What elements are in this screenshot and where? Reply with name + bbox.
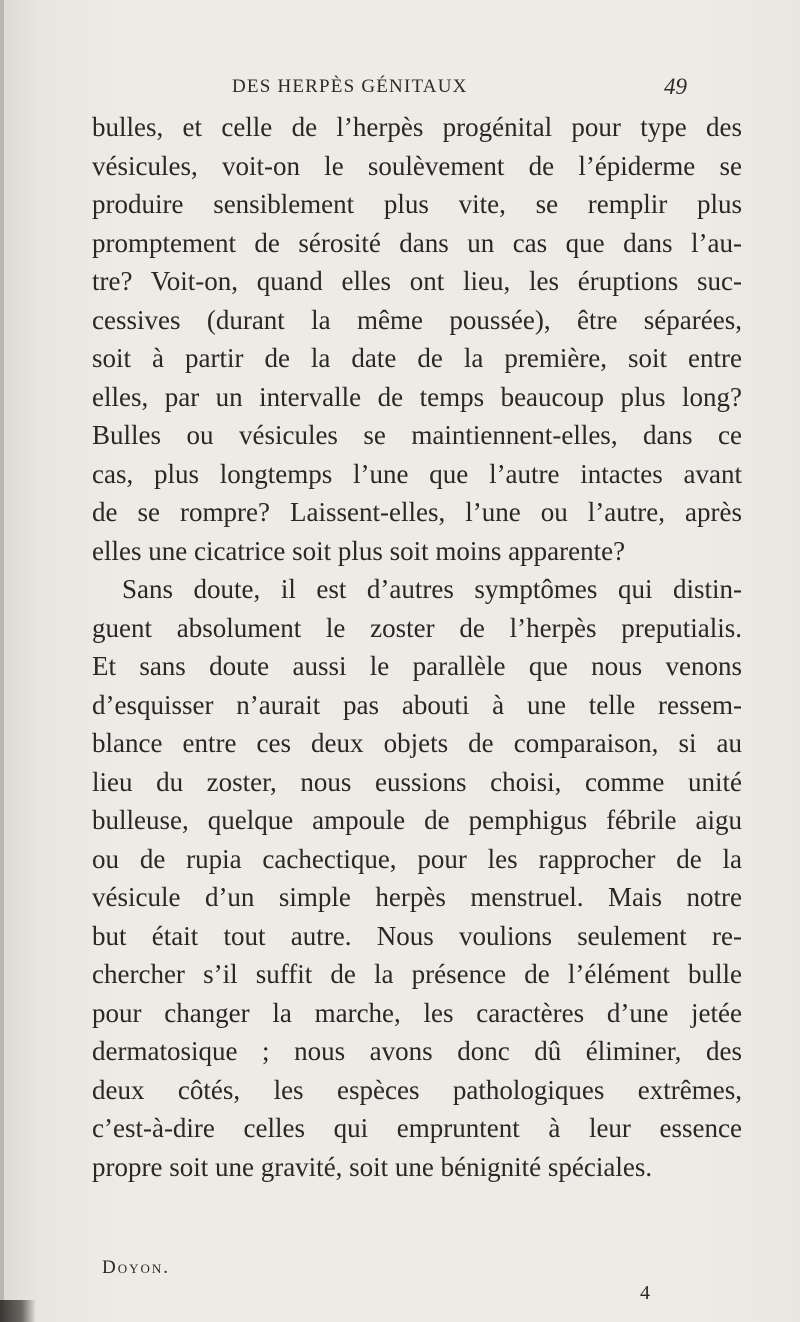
text-line: cas, plus longtemps l’une que l’autre intactes avant: [92, 458, 742, 489]
text-line: pour changer la marche, les caractères d’une jetée: [92, 997, 742, 1028]
text-line: ou de rupia cachectique, pour les rapprocher de la: [92, 843, 742, 874]
page-header: [92, 76, 742, 102]
text-line: elles une cicatrice soit plus soit moins apparente?: [92, 535, 626, 566]
text-line: tre? Voit-on, quand elles ont lieu, les éruptions suc-: [92, 266, 742, 296]
printer-signature: Doyon.: [102, 1257, 171, 1278]
text-line: produire sensiblement plus vite, se remplir plus: [92, 189, 742, 219]
text-line: de se rompre? Laissent-elles, l’une ou l’autre, après: [92, 497, 742, 527]
text-line: vésicule d’un simple herpès menstruel. Mais notre: [92, 882, 742, 912]
text-line: soit à partir de la date de la première, soit entre: [92, 343, 742, 373]
text-line: but était tout autre. Nous voulions seulement re-: [92, 920, 742, 951]
text-line: chercher s’il suffit de la présence de l’élément bulle: [92, 959, 742, 989]
text-line: Bulles ou vésicules se maintiennent-elles, dans ce: [92, 420, 742, 450]
text-line: deux côtés, les espèces pathologiques extrêmes,: [92, 1074, 742, 1105]
text-line: c’est-à-dire celles qui empruntent à leur essence: [92, 1113, 742, 1143]
text-line: blance entre ces deux objets de comparaison, si au: [92, 728, 742, 758]
text-line: bulleuse, quelque ampoule de pemphigus fébrile aigu: [92, 805, 742, 835]
page-number: 49: [664, 74, 687, 99]
text-line: lieu du zoster, nous eussions choisi, comme unité: [92, 766, 742, 797]
text-line: propre soit une gravité, soit une bénignité spéciales.: [92, 1151, 653, 1182]
text-line: d’esquisser n’aurait pas abouti à une telle ressem-: [92, 689, 742, 720]
running-title: DES HERPÈS GÉNITAUX: [232, 76, 468, 97]
text-line: bulles, et celle de l’herpès progénital pour type des: [92, 112, 742, 142]
text-line: elles, par un intervalle de temps beaucoup plus long?: [92, 381, 742, 412]
text-line: Et sans doute aussi le parallèle que nous venons: [92, 651, 742, 681]
text-line: guent absolument le zoster de l’herpès preputialis.: [92, 612, 742, 643]
binding-edge: [0, 0, 4, 1322]
scan-shadow: [0, 1300, 36, 1322]
text-line: dermatosique ; nous avons donc dû éliminer, des: [92, 1036, 742, 1066]
sheet-number: 4: [640, 1282, 650, 1304]
text-line: promptement de sérosité dans un cas que dans l’au-: [92, 227, 742, 258]
text-line: cessives (durant la même poussée), être séparées,: [92, 304, 742, 335]
text-line: Sans doute, il est d’autres symptômes qui distin-: [122, 574, 742, 604]
body-text: [92, 108, 742, 1186]
text-line: vésicules, voit-on le soulèvement de l’épiderme se: [92, 150, 742, 181]
